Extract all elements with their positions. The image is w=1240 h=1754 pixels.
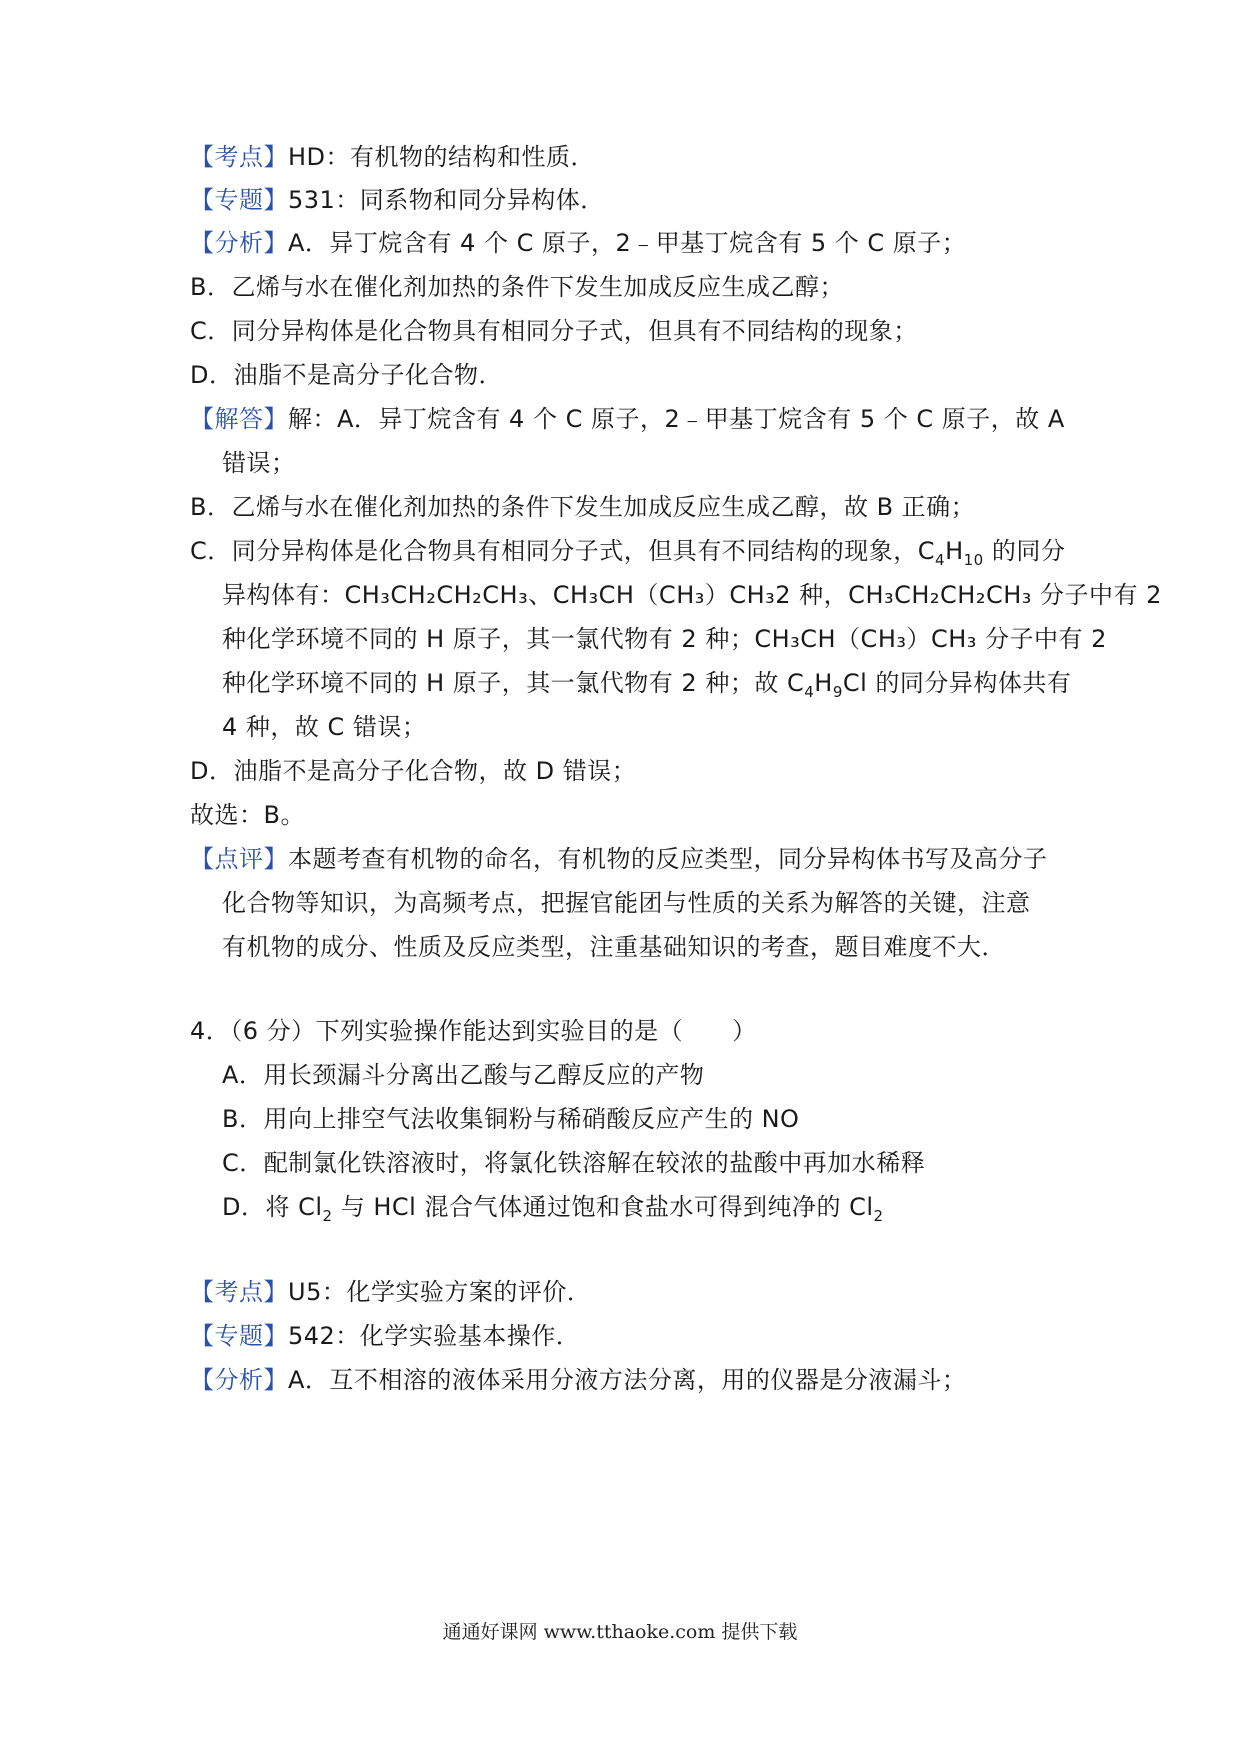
jieda-tag: 【解答】 [190,405,288,433]
d-sub2: 2 [873,1206,884,1225]
s3-jieda-a2: 错误； [222,449,296,477]
q4-option-b: B．用向上排空气法收集铜粉与稀硝酸反应产生的 NO [222,1105,800,1133]
c1-sub1: 4 [935,550,946,569]
d-mid: 与 HCl 混合气体通过饱和食盐水可得到纯净的 Cl [332,1193,874,1221]
q4-option-a: A．用长颈漏斗分离出乙酸与乙醇反应的产物 [222,1061,705,1089]
s3-jieda-c4 [222,666,1071,700]
s3-answer: 故选：B。 [190,801,305,829]
s3-dianping-l3: 有机物的成分、性质及反应类型，注重基础知识的考查，题目难度不大． [222,933,1006,961]
s4-fenxi [190,1363,966,1397]
c4-post: Cl 的同分异构体共有 [842,669,1072,697]
fenxi-tag: 【分析】 [190,229,288,257]
fenxi4-tag: 【分析】 [190,1366,288,1394]
kaodian-text: HD：有机物的结构和性质． [288,143,596,171]
s3-jieda-c2: 异构体有：CH₃CH₂CH₂CH₃、CH₃CH（CH₃）CH₃2 种，CH₃CH₂CH₂CH₃ 分子中有 2 [222,581,1162,609]
s3-kaodian [190,140,595,174]
c4-pre: 种化学环境不同的 H 原子，其一氯代物有 2 种；故 C [222,669,805,697]
jieda-a1: 解：A．异丁烷含有 4 个 C 原子，2﹣甲基丁烷含有 5 个 C 原子，故 A [288,405,1065,433]
zhuanti-text: 531：同系物和同分异构体． [288,186,605,214]
s3-jieda-d: D．油脂不是高分子化合物，故 D 错误； [190,757,637,785]
c1-mid: H [945,537,964,565]
kaodian4-tag: 【考点】 [190,1278,288,1306]
s3-zhuanti [190,183,605,217]
c4-sub1: 4 [804,682,815,701]
s3-jieda-b: B．乙烯与水在催化剂加热的条件下发生加成反应生成乙醇，故 B 正确； [190,493,976,521]
s4-kaodian [190,1275,591,1309]
page-footer: 通通好课网 www.tthaoke.com 提供下载 [442,1621,798,1643]
fenxi4-text: A．互不相溶的液体采用分液方法分离，用的仪器是分液漏斗； [288,1366,967,1394]
d-sub1: 2 [322,1206,333,1225]
q4-option-c: C．配制氯化铁溶液时，将氯化铁溶解在较浓的盐酸中再加水稀释 [222,1149,926,1177]
kaodian4-text: U5：化学实验方案的评价． [288,1278,592,1306]
q4-stem: 4．（6 分）下列实验操作能达到实验目的是（ ） [190,1017,757,1045]
q4-option-d [222,1190,884,1224]
s3-jieda-c1 [190,534,1065,568]
s3-fenxi-d: D．油脂不是高分子化合物． [190,361,503,389]
dianping-l1: 本题考查有机物的命名，有机物的反应类型，同分异构体书写及高分子 [288,845,1048,873]
c1-pre: C．同分异构体是化合物具有相同分子式，但具有不同结构的现象，C [190,537,936,565]
zhuanti-tag: 【专题】 [190,186,288,214]
d-pre: D．将 Cl [222,1193,323,1221]
dianping-tag: 【点评】 [190,845,288,873]
zhuanti4-tag: 【专题】 [190,1322,288,1350]
c1-post: 的同分 [983,537,1066,565]
c4-mid: H [814,669,833,697]
s3-dianping-l2: 化合物等知识，为高频考点，把握官能团与性质的关系为解答的关键，注意 [222,889,1031,917]
kaodian-tag: 【考点】 [190,143,288,171]
s3-jieda-c3: 种化学环境不同的 H 原子，其一氯代物有 2 种；CH₃CH（CH₃）CH₃ 分子中有 2 [222,625,1107,653]
s3-fenxi [190,226,966,260]
zhuanti4-text: 542：化学实验基本操作． [288,1322,581,1350]
s3-jieda-c5: 4 种，故 C 错误； [222,713,427,741]
fenxi-text: A．异丁烷含有 4 个 C 原子，2﹣甲基丁烷含有 5 个 C 原子； [288,229,967,257]
s3-dianping [190,842,1048,876]
s3-jieda [190,402,1065,436]
s3-fenxi-c: C．同分异构体是化合物具有相同分子式，但具有不同结构的现象； [190,317,918,345]
s3-fenxi-b: B．乙烯与水在催化剂加热的条件下发生加成反应生成乙醇； [190,273,844,301]
c1-sub2: 10 [963,550,984,569]
s4-zhuanti [190,1319,580,1353]
c4-sub2: 9 [832,682,843,701]
